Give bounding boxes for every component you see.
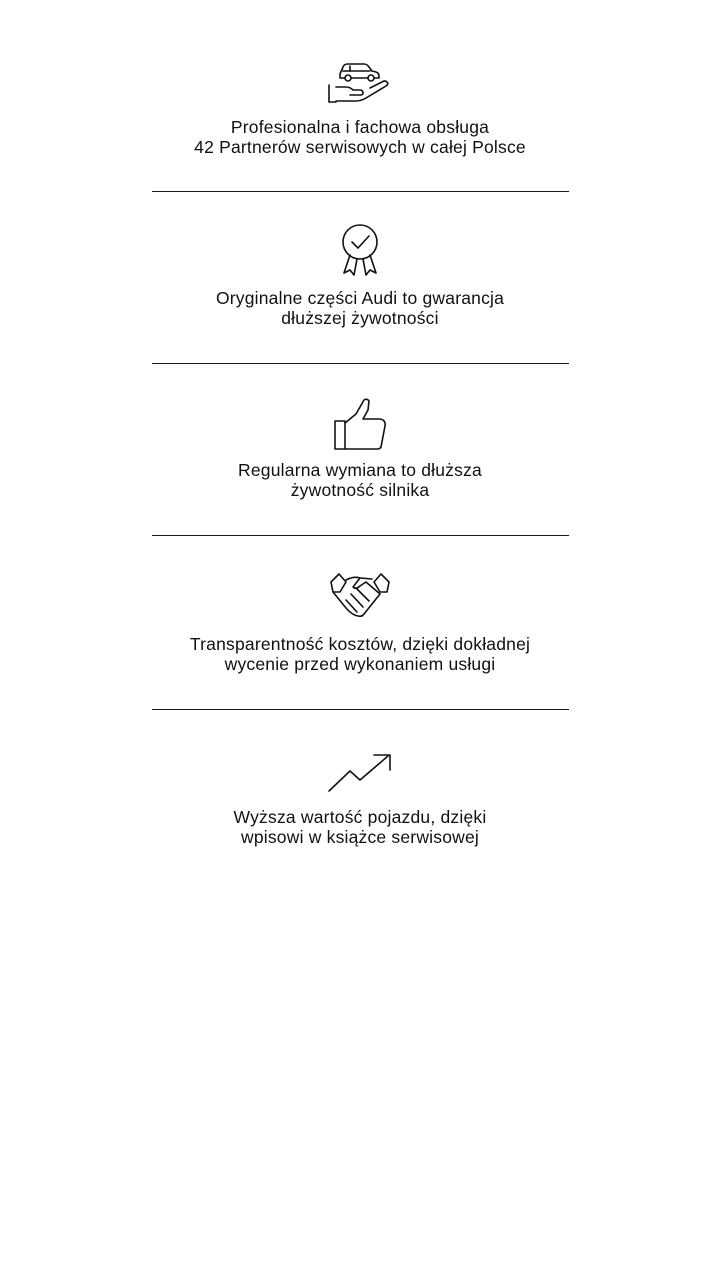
divider bbox=[152, 535, 569, 536]
divider bbox=[152, 191, 569, 192]
benefit-text bbox=[120, 288, 600, 328]
benefit-line-1: Transparentność kosztów, dzięki dokładnej bbox=[189, 634, 531, 654]
divider bbox=[152, 363, 569, 364]
benefit-line-2: żywotność silnika bbox=[290, 480, 430, 500]
benefit-line-2: dłuższej żywotności bbox=[281, 308, 439, 328]
divider bbox=[152, 709, 569, 710]
benefit-line-1: Wyższa wartość pojazdu, dzięki bbox=[233, 807, 487, 827]
benefit-line-1: Oryginalne części Audi to gwarancja bbox=[215, 288, 505, 308]
benefit-line-2: wycenie przed wykonaniem usługi bbox=[224, 654, 496, 674]
benefit-text bbox=[120, 460, 600, 500]
benefit-text bbox=[120, 117, 600, 157]
award-rosette-check-icon bbox=[326, 221, 394, 277]
benefit-text bbox=[120, 634, 600, 674]
handshake-icon bbox=[326, 568, 394, 624]
benefit-line-2: 42 Partnerów serwisowych w całej Polsce bbox=[194, 137, 526, 157]
thumbs-up-icon bbox=[326, 396, 394, 452]
hand-holding-car-icon bbox=[326, 54, 394, 110]
benefit-line-2: wpisowi w książce serwisowej bbox=[240, 827, 480, 847]
benefit-text bbox=[120, 807, 600, 847]
trend-up-arrow-icon bbox=[326, 746, 394, 802]
benefit-line-1: Regularna wymiana to dłuższa bbox=[238, 460, 482, 480]
benefit-line-1: Profesionalna i fachowa obsługa bbox=[230, 117, 490, 137]
